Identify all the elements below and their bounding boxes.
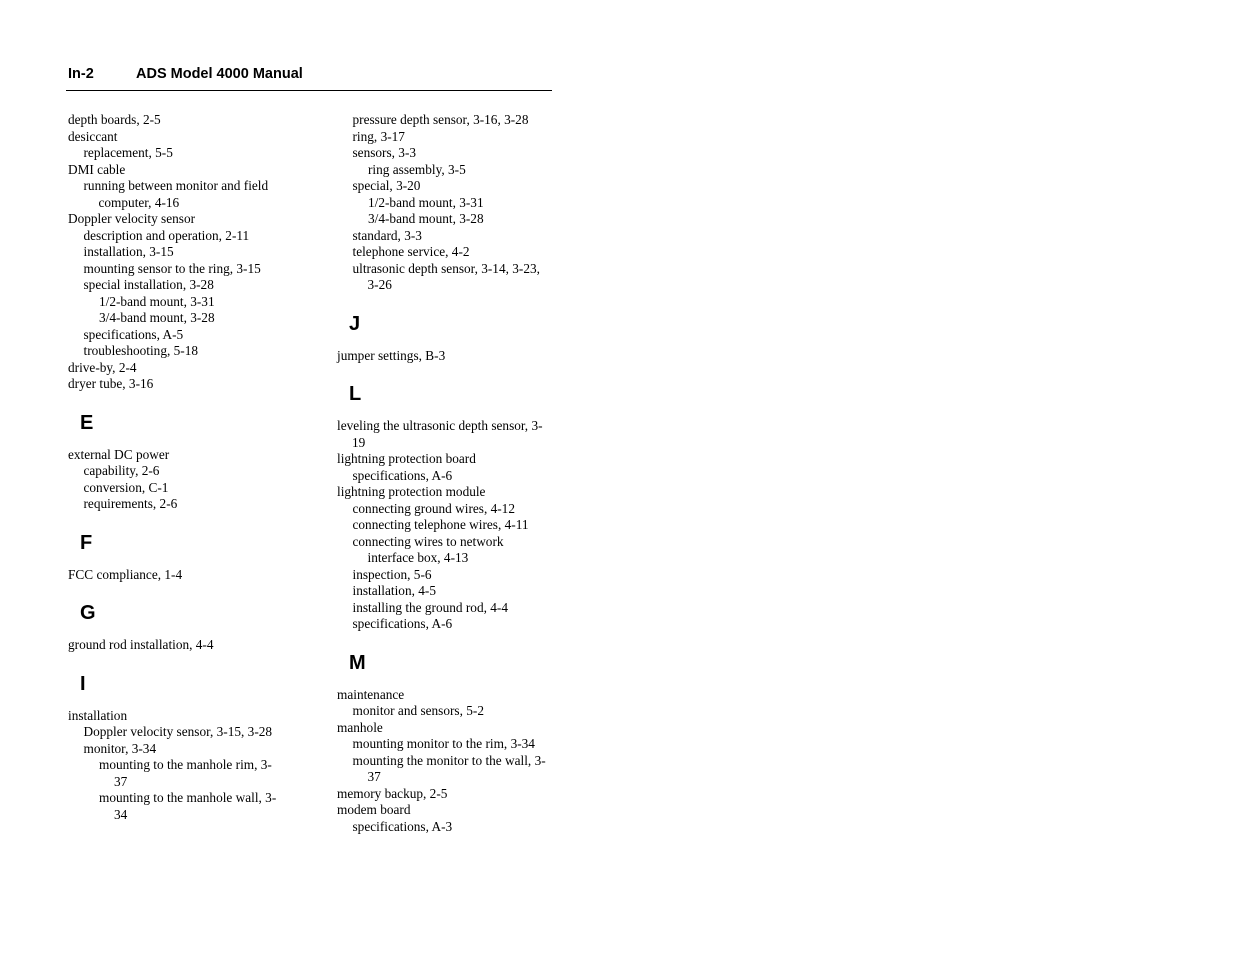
index-letter-heading: F: [80, 531, 93, 554]
index-entry: description and operation, 2-11: [83, 227, 250, 243]
index-column-left: [68, 112, 283, 823]
index-entry: drive-by, 2-4: [68, 359, 137, 375]
index-entry: Doppler velocity sensor, 3-15, 3-28: [83, 724, 273, 739]
index-entry: monitor and sensors, 5-2: [352, 703, 484, 718]
index-letter-heading: I: [80, 672, 86, 695]
header-rule: [66, 90, 552, 91]
index-entry: inspection, 5-6: [352, 566, 432, 582]
index-entry: ring assembly, 3-5: [368, 161, 466, 177]
index-entry: dryer tube, 3-16: [68, 376, 154, 391]
index-letter-heading: M: [349, 651, 366, 674]
index-entry: mounting to the manhole wall, 3-34: [99, 790, 277, 822]
index-entry: jumper settings, B-3: [337, 347, 446, 363]
index-entry: mounting sensor to the ring, 3-15: [83, 260, 261, 276]
index-entry: specifications, A-6: [352, 616, 453, 631]
index-entry: mounting to the manhole rim, 3-37: [99, 757, 272, 789]
index-entry: sensors, 3-3: [352, 145, 417, 160]
index-entry: special installation, 3-28: [83, 277, 214, 292]
page-number: In-2: [68, 66, 94, 82]
index-entry: Doppler velocity sensor: [68, 211, 196, 226]
index-entry: telephone service, 4-2: [352, 244, 470, 259]
manual-title: ADS Model 4000 Manual: [136, 66, 303, 82]
index-entry: pressure depth sensor, 3-16, 3-28: [352, 112, 529, 127]
index-entry: 3/4-band mount, 3-28: [99, 310, 215, 325]
index-entry: replacement, 5-5: [83, 145, 173, 160]
index-entry: connecting ground wires, 4-12: [352, 500, 515, 516]
index-letter-heading: G: [80, 602, 96, 624]
index-entry: installation, 4-5: [352, 583, 436, 598]
index-entry: troubleshooting, 5-18: [83, 343, 198, 358]
index-entry: maintenance: [337, 686, 405, 702]
index-letter-heading: E: [80, 411, 94, 434]
index-letter-heading: J: [349, 312, 361, 335]
index-entry: ground rod installation, 4-4: [68, 637, 214, 652]
index-entry: installation: [68, 707, 128, 723]
index-entry: 1/2-band mount, 3-31: [99, 293, 215, 309]
index-entry: mounting monitor to the rim, 3-34: [352, 736, 535, 751]
index-entry: monitor, 3-34: [83, 740, 157, 756]
index-entry: leveling the ultrasonic depth sensor, 3-19: [337, 418, 543, 450]
index-entry: capability, 2-6: [83, 463, 160, 478]
page-header: [68, 65, 552, 89]
index-entry: external DC power: [68, 446, 170, 462]
index-entry: 3/4-band mount, 3-28: [368, 211, 484, 226]
index-column-right: [337, 112, 552, 835]
index-entry: 1/2-band mount, 3-31: [368, 194, 484, 210]
index-entry: modem board: [337, 802, 411, 817]
index-entry: conversion, C-1: [83, 479, 169, 495]
index-entry: specifications, A-5: [83, 326, 184, 342]
index-entry: lightning protection board: [337, 451, 476, 466]
index-entry: mounting the monitor to the wall, 3-37: [352, 752, 546, 784]
index-letter-heading: L: [349, 383, 362, 405]
index-entry: running between monitor and field computer, 4-16: [83, 178, 269, 210]
index-entry: requirements, 2-6: [83, 496, 178, 511]
index-entry: installation, 3-15: [83, 244, 174, 259]
index-entry: FCC compliance, 1-4: [68, 566, 183, 582]
index-entry: specifications, A-3: [352, 818, 453, 834]
index-entry: standard, 3-3: [352, 227, 422, 243]
index-entry: connecting telephone wires, 4-11: [352, 517, 529, 532]
index-entry: installing the ground rod, 4-4: [352, 599, 508, 615]
index-entry: specifications, A-6: [352, 467, 453, 483]
index-entry: desiccant: [68, 128, 118, 144]
index-entry: connecting wires to network interface box, 4-13: [352, 533, 504, 565]
index-entry: DMI cable: [68, 161, 126, 177]
index-entry: special, 3-20: [352, 178, 421, 193]
index-entry: memory backup, 2-5: [337, 785, 448, 801]
index-entry: ultrasonic depth sensor, 3-14, 3-23, 3-26: [352, 260, 540, 292]
index-entry: ring, 3-17: [352, 128, 405, 144]
index-entry: depth boards, 2-5: [68, 112, 161, 127]
index-entry: lightning protection module: [337, 484, 486, 499]
index-entry: manhole: [337, 719, 383, 735]
